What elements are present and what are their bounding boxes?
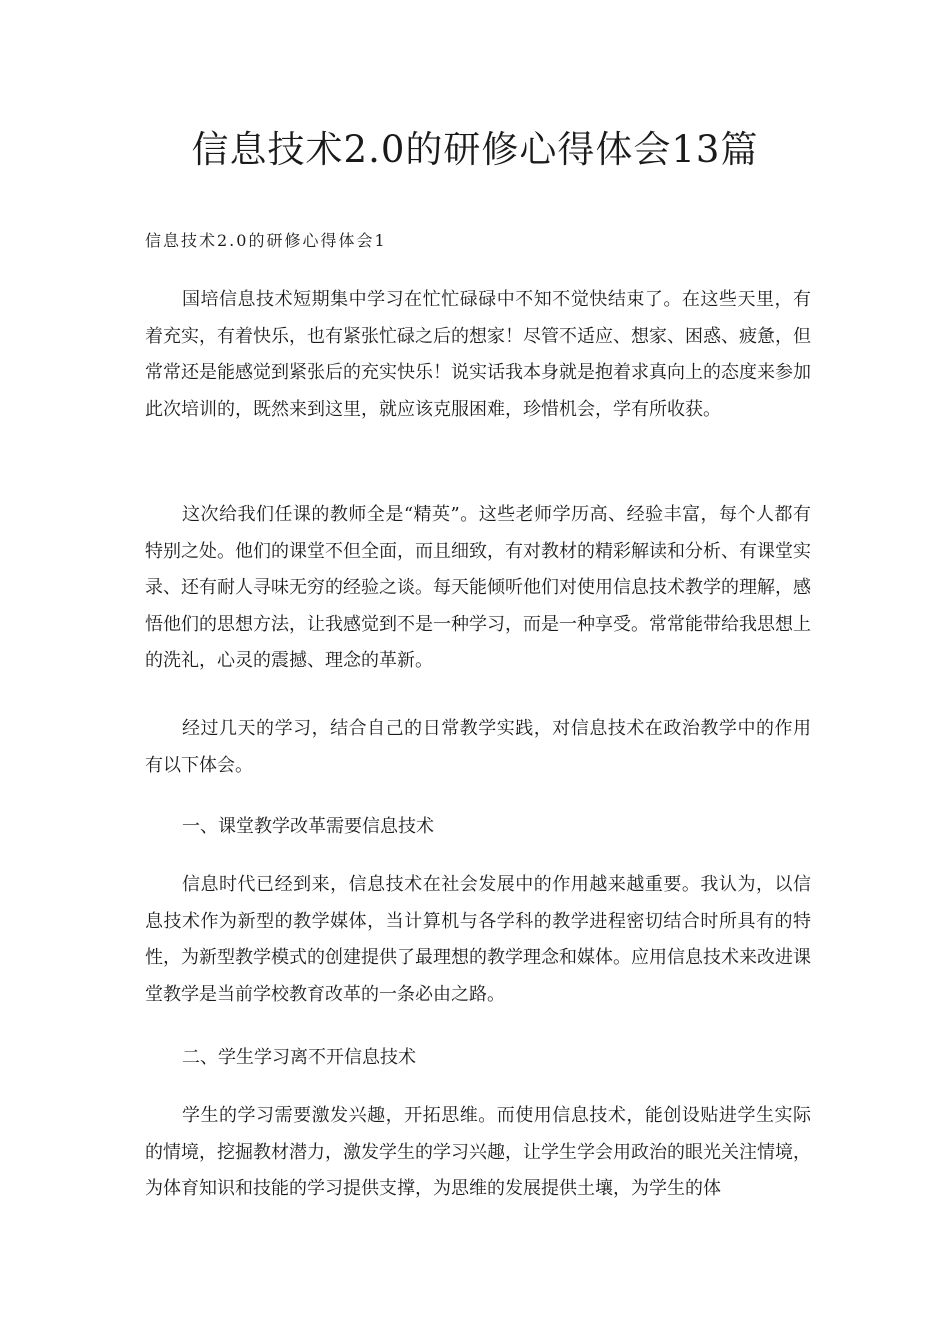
document-title: 信息技术2.0的研修心得体会13篇: [191, 128, 759, 171]
paragraph-5: 学生的学习需要激发兴趣，开拓思维。而使用信息技术，能创设贴进学生实际的情境，挖掘教材潜力，激发学生的学习兴趣，让学生学会用政治的眼光关注情境，为体育知识和技能的学习提供支撑，为思维的发展提供土壤，为学生的体: [145, 1105, 811, 1199]
subheading-1: 一、课堂教学改革需要信息技术: [182, 816, 434, 837]
section-heading: 信息技术2.0的研修心得体会1: [145, 231, 387, 250]
paragraph-3: 经过几天的学习，结合自己的日常教学实践，对信息技术在政治教学中的作用有以下体会。: [145, 718, 811, 776]
paragraph-2: 这次给我们任课的教师全是“精英”。这些老师学历高、经验丰富，每个人都有特别之处。他们的课堂不但全面，而且细致，有对教材的精彩解读和分析、有课堂实录、还有耐人寻味无穷的经验之谈。每天能倾听他们对使用信息技术教学的理解，感悟他们的思想方法，让我感觉到不是一种学习，而是一种享受。常常能带给我思想上的洗礼，心灵的震撼、理念的革新。: [145, 504, 811, 671]
subheading-2: 二、学生学习离不开信息技术: [182, 1047, 416, 1068]
paragraph-4: 信息时代已经到来，信息技术在社会发展中的作用越来越重要。我认为，以信息技术作为新型的教学媒体，当计算机与各学科的教学进程密切结合时所具有的特性，为新型教学模式的创建提供了最理想的教学理念和媒体。应用信息技术来改进课堂教学是当前学校教育改革的一条必由之路。: [145, 874, 811, 1005]
paragraph-1: 国培信息技术短期集中学习在忙忙碌碌中不知不觉快结束了。在这些天里，有着充实，有着快乐，也有紧张忙碌之后的想家！尽管不适应、想家、困惑、疲惫，但常常还是能感觉到紧张后的充实快乐！说实话我本身就是抱着求真向上的态度来参加此次培训的，既然来到这里，就应该克服困难，珍惜机会，学有所收获。: [145, 289, 811, 420]
